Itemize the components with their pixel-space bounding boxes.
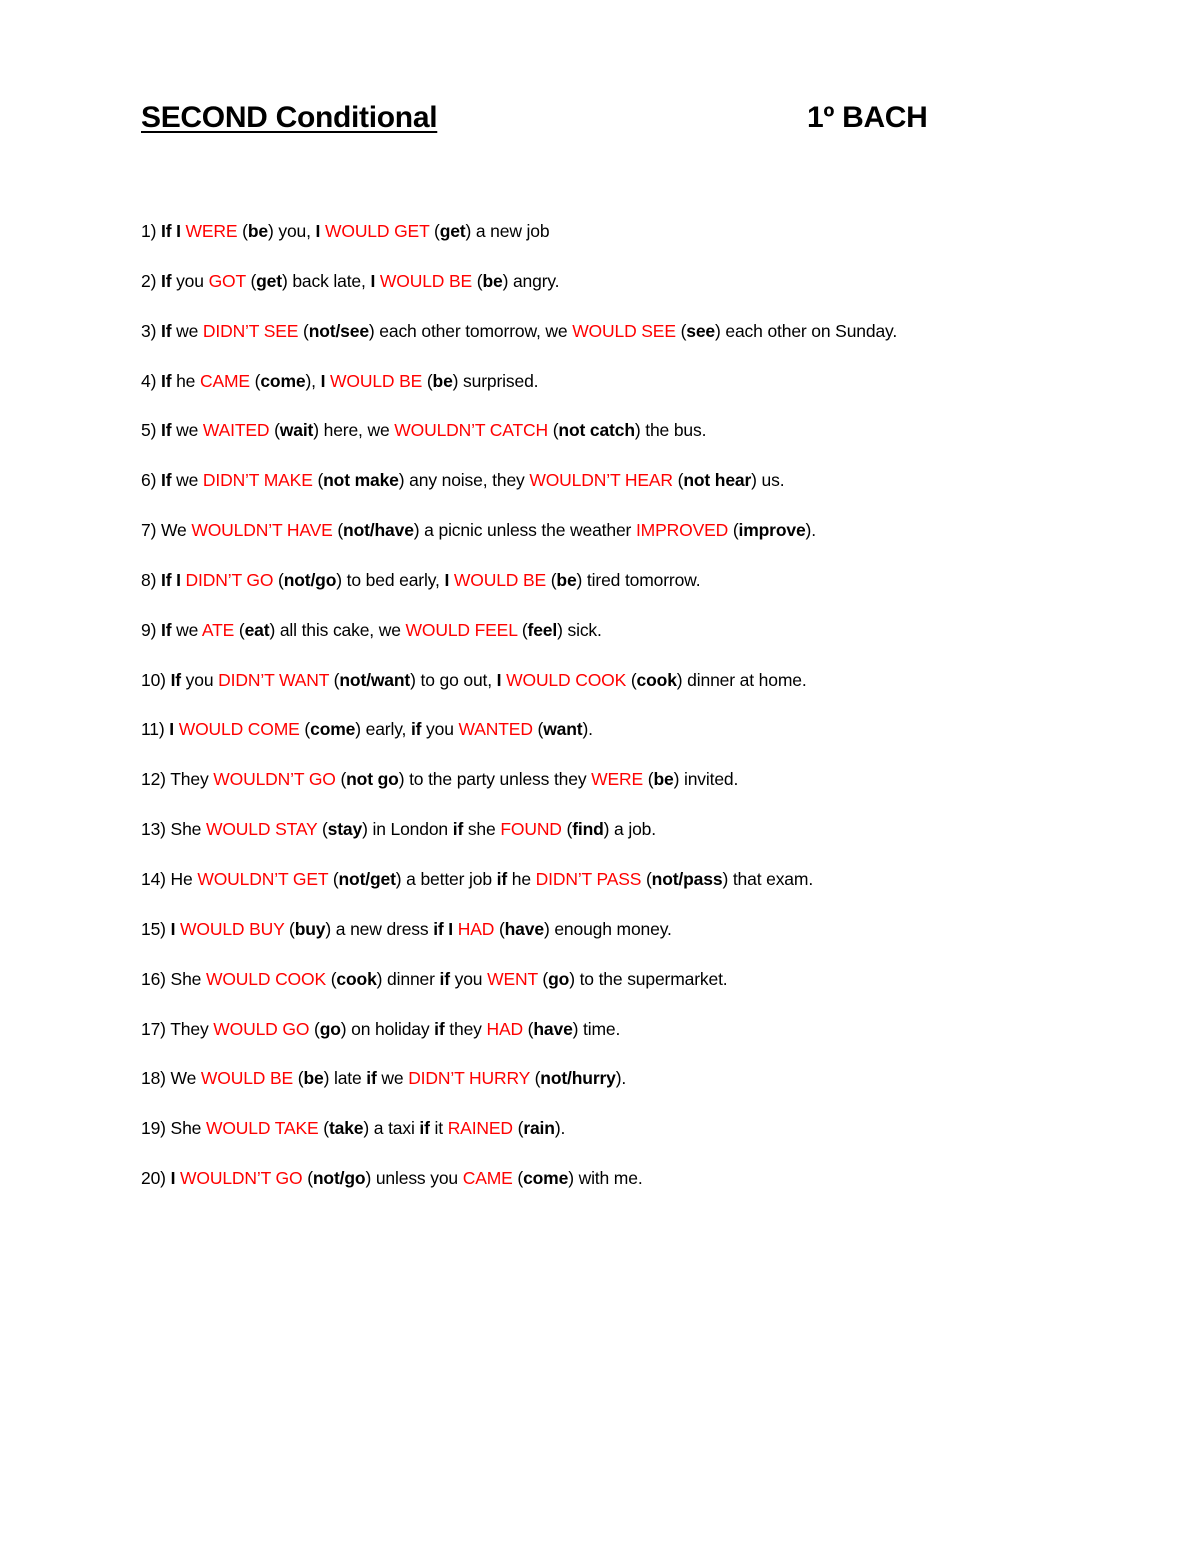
sentence-text: you [421,719,459,740]
sentence-text: ) a taxi [363,1118,420,1139]
verb-hint: If [160,320,172,341]
verb-hint: get [439,221,466,241]
answer-text: GOT [208,270,246,291]
sentence-text: ( [561,819,573,840]
answer-text: HAD [486,1018,523,1039]
verb-hint: if [439,968,450,989]
verb-hint: want [543,719,583,740]
sentence-text: ( [517,619,528,640]
sentence-text: ). [554,1118,566,1139]
exercise-item [141,817,1151,867]
verb-hint: I [170,918,176,939]
sentence-text: they [444,1018,487,1039]
sentence-text: ( [675,320,687,341]
verb-hint: If [160,270,172,291]
sentence-text: ) any noise, they [398,470,530,491]
verb-hint: If [170,669,181,690]
sentence-text: ( [328,868,339,889]
answer-text: WOULD COOK [205,968,327,989]
verb-hint: not/get [338,868,396,889]
verb-hint: be [653,769,674,790]
exercise-item [141,917,1151,967]
exercise-item [141,717,1151,767]
answer-text: WOULD BE [379,270,473,291]
answer-text: WOULD FEEL [405,619,518,640]
sentence-text: ( [312,470,324,491]
answer-text: WOULD GET [324,221,430,241]
verb-hint: buy [294,918,326,939]
sentence-text: ) that exam. [722,868,814,889]
sentence-text: ( [299,719,311,740]
sentence-text: 14) He [141,868,198,889]
answer-text: DIDN’T PASS [535,868,642,889]
verb-hint: not/go [312,1168,366,1189]
answer-text: DIDN’T HURRY [408,1068,530,1089]
sentence-text: 16) She [141,968,206,989]
sentence-text: he [171,370,200,391]
sentence-text: ) a picnic unless the weather [413,520,636,541]
exercise-item [141,1017,1151,1067]
exercise-item [141,1066,1151,1116]
sentence-text: ( [422,370,433,391]
answer-text: FOUND [500,819,562,840]
verb-hint: I [170,1168,176,1189]
answer-text: WENT [487,968,538,989]
sentence-text: ) you, [267,221,316,241]
sentence-text: ) invited. [673,769,739,790]
sentence-text: he [507,868,536,889]
sentence-text: it [429,1118,448,1139]
exercise-item [141,967,1151,1017]
answer-text: CAME [462,1168,513,1189]
verb-hint: if [366,1068,377,1089]
verb-hint: not hear [683,470,752,491]
sentence-text: 13) She [141,819,206,840]
verb-hint: I [496,669,502,690]
verb-hint: cook [636,669,677,690]
sentence-text: ) a new job [465,221,550,241]
sentence-text: ) enough money. [543,918,672,939]
verb-hint: be [247,221,268,241]
verb-hint: not/have [343,520,414,541]
verb-hint: if [452,819,464,840]
sentence-text: ( [529,1068,541,1089]
exercise-item [141,319,1151,369]
verb-hint: not/go [283,569,337,590]
sentence-text: ( [237,221,248,241]
exercise-item [141,767,1151,817]
sentence-text: ( [546,569,557,590]
exercise-list [141,219,1151,1216]
sentence-text: 9) [141,619,161,640]
sentence-text: 17) They [141,1018,214,1039]
sentence-text: ( [641,868,652,889]
exercise-item [141,867,1151,917]
answer-text: DIDN’T WANT [218,669,329,690]
verb-hint: cook [336,968,377,989]
sentence-text: ( [318,1118,329,1139]
sentence-text: ) sick. [557,619,602,640]
sentence-text: 19) She [141,1118,206,1139]
sentence-text: you [171,270,209,291]
sentence-text: she [463,819,501,840]
answer-text: WOULD STAY [205,819,318,840]
sentence-text: 11) [141,719,170,740]
answer-text: WOULDN’T GET [197,868,329,889]
verb-hint: have [533,1018,573,1039]
answer-text: IMPROVED [635,520,729,541]
sentence-text: 1) [141,221,161,241]
answer-text: WOULD COME [178,719,300,740]
sentence-text: ( [532,719,544,740]
verb-hint: go [319,1018,341,1039]
sentence-text: ( [298,320,309,341]
sentence-text: ). [582,719,593,740]
verb-hint: be [556,569,577,590]
sentence-text: ), [305,370,321,391]
sentence-text: we [171,619,202,640]
verb-hint: if I [433,918,454,939]
verb-hint: come [260,370,306,391]
verb-hint: wait [279,420,314,441]
sentence-text: ( [672,470,684,491]
sentence-text: 7) We [141,520,192,541]
verb-hint: take [328,1118,364,1139]
verb-hint: not make [323,470,399,491]
sentence-text: ). [805,520,816,541]
sentence-text: ( [332,520,344,541]
sentence-text: ( [269,420,280,441]
verb-hint: if [496,868,508,889]
sentence-text: 3) [141,320,161,341]
sentence-text: ( [245,270,257,291]
verb-hint: I [315,221,321,241]
sentence-text: ( [472,270,483,291]
verb-hint: find [572,819,604,840]
answer-text: WOULD SEE [572,320,676,341]
exercise-item [141,468,1151,518]
verb-hint: If I [160,569,181,590]
exercise-item [141,369,1151,419]
verb-hint: if [434,1018,445,1039]
sentence-text: ) with me. [568,1168,643,1189]
answer-text: WOULDN’T GO [213,769,336,790]
sentence-text: ) time. [572,1018,621,1039]
sentence-text: ( [326,968,337,989]
answer-text: ATE [201,619,235,640]
verb-hint: not/see [308,320,369,341]
sentence-text: 15) [141,918,171,939]
verb-hint: feel [527,619,558,640]
exercise-item [141,1166,1151,1216]
verb-hint: come [523,1168,569,1189]
sentence-text: ) a better job [395,868,497,889]
page-title: SECOND Conditional [141,101,438,134]
sentence-text: ) to go out, [410,669,497,690]
answer-text: HAD [457,918,495,939]
verb-hint: improve [738,520,806,541]
verb-hint: be [482,270,503,291]
verb-hint: be [303,1068,324,1089]
sentence-text: ( [249,370,261,391]
sentence-text: ) dinner at home. [676,669,807,690]
answer-text: DIDN’T MAKE [202,470,313,491]
sentence-text: ( [537,968,549,989]
sentence-text: 5) [141,420,161,441]
sentence-text: ) each other tomorrow, we [368,320,573,341]
sentence-text: ) to the supermarket. [569,968,728,989]
sentence-text: you [449,968,488,989]
verb-hint: If [160,420,172,441]
answer-text: RAINED [447,1118,513,1139]
answer-text: WERE [185,221,238,241]
verb-hint: not/want [339,669,411,690]
sentence-text: you [180,669,219,690]
verb-hint: I [444,569,450,590]
sentence-text: ) a new dress [325,918,434,939]
sentence-text: ( [234,619,245,640]
sentence-text: ). [615,1068,627,1089]
sentence-text: ( [429,221,440,241]
verb-hint: If [160,619,172,640]
sentence-text: ( [302,1168,313,1189]
sentence-text: ( [512,1168,524,1189]
sentence-text: ) each other on Sunday. [715,320,898,341]
exercise-item [141,618,1151,668]
sentence-text: ) late [323,1068,367,1089]
sentence-text: we [171,420,203,441]
verb-hint: I [320,370,326,391]
course-level: 1º BACH [807,101,928,134]
verb-hint: stay [327,819,363,840]
sentence-text: ) the bus. [634,420,707,441]
answer-text: WOULD BUY [180,918,285,939]
answer-text: WOULDN’T HAVE [191,520,333,541]
sentence-text: ) angry. [502,270,560,291]
sentence-text: ( [548,420,559,441]
exercise-item [141,1116,1151,1166]
sentence-text: ) a job. [603,819,656,840]
sentence-text: ( [494,918,505,939]
answer-text: DIDN’T SEE [202,320,299,341]
answer-text: WOULD TAKE [205,1118,319,1139]
sentence-text: 20) [141,1168,171,1189]
verb-hint: I [370,270,376,291]
sentence-text: 8) [141,569,161,590]
sentence-text: ) us. [751,470,785,491]
verb-hint: come [310,719,356,740]
sentence-text: ) to bed early, [336,569,445,590]
sentence-text: ) back late, [281,270,371,291]
sentence-text: 12) They [141,769,214,790]
sentence-text: we [171,320,203,341]
sentence-text: ) surprised. [452,370,539,391]
sentence-text: ( [284,918,295,939]
sentence-text: 6) [141,470,161,491]
verb-hint: If I [160,221,181,241]
sentence-text: ) unless you [365,1168,463,1189]
sentence-text: ( [335,769,347,790]
answer-text: WOULDN’T GO [180,1168,303,1189]
sentence-text: we [376,1068,409,1089]
answer-text: WOULD BE [200,1068,294,1089]
answer-text: WOULDN’T HEAR [529,470,673,491]
answer-text: CAME [199,370,250,391]
answer-text: WERE [591,769,644,790]
sentence-text: ( [626,669,637,690]
exercise-item [141,568,1151,618]
sentence-text: 2) [141,270,161,291]
sentence-text: ) in London [362,819,453,840]
sentence-text: ) all this cake, we [269,619,406,640]
exercise-item [141,518,1151,568]
sentence-text: ) tired tomorrow. [576,569,701,590]
verb-hint: eat [244,619,270,640]
answer-text: WAITED [202,420,270,441]
sentence-text: ( [273,569,284,590]
answer-text: WOULD BE [453,569,547,590]
exercise-item [141,418,1151,468]
sentence-text: 4) [141,370,161,391]
verb-hint: not catch [558,420,635,441]
sentence-text: ( [522,1018,534,1039]
verb-hint: go [548,968,570,989]
verb-hint: get [256,270,282,291]
verb-hint: If [160,470,172,491]
answer-text: WOULD COOK [506,669,627,690]
sentence-text: ( [317,819,328,840]
verb-hint: not/pass [651,868,723,889]
sentence-text: ) early, [355,719,411,740]
sentence-text: ( [643,769,654,790]
sentence-text: ( [512,1118,524,1139]
verb-hint: if [410,719,422,740]
sentence-text: 10) [141,669,171,690]
answer-text: WOULDN’T CATCH [394,420,549,441]
exercise-item [141,269,1151,319]
verb-hint: not go [346,769,399,790]
verb-hint: be [432,370,453,391]
sentence-text: ) dinner [376,968,440,989]
sentence-text: ) to the party unless they [398,769,592,790]
verb-hint: not/hurry [540,1068,616,1089]
sentence-text: ( [328,669,340,690]
sentence-text: ) here, we [313,420,395,441]
exercise-item [141,219,1151,269]
verb-hint: rain [523,1118,555,1139]
verb-hint: If [160,370,172,391]
exercise-item [141,668,1151,718]
sentence-text: ( [309,1018,320,1039]
sentence-text: ) on holiday [340,1018,435,1039]
sentence-text: ( [293,1068,304,1089]
verb-hint: if [419,1118,430,1139]
sentence-text: 18) We [141,1068,201,1089]
sentence-text: ( [728,520,739,541]
verb-hint: have [504,918,544,939]
answer-text: WANTED [458,719,533,740]
verb-hint: see [686,320,715,341]
answer-text: WOULD GO [213,1018,310,1039]
sentence-text: we [171,470,203,491]
answer-text: DIDN’T GO [185,569,274,590]
answer-text: WOULD BE [330,370,423,391]
verb-hint: I [169,719,174,740]
